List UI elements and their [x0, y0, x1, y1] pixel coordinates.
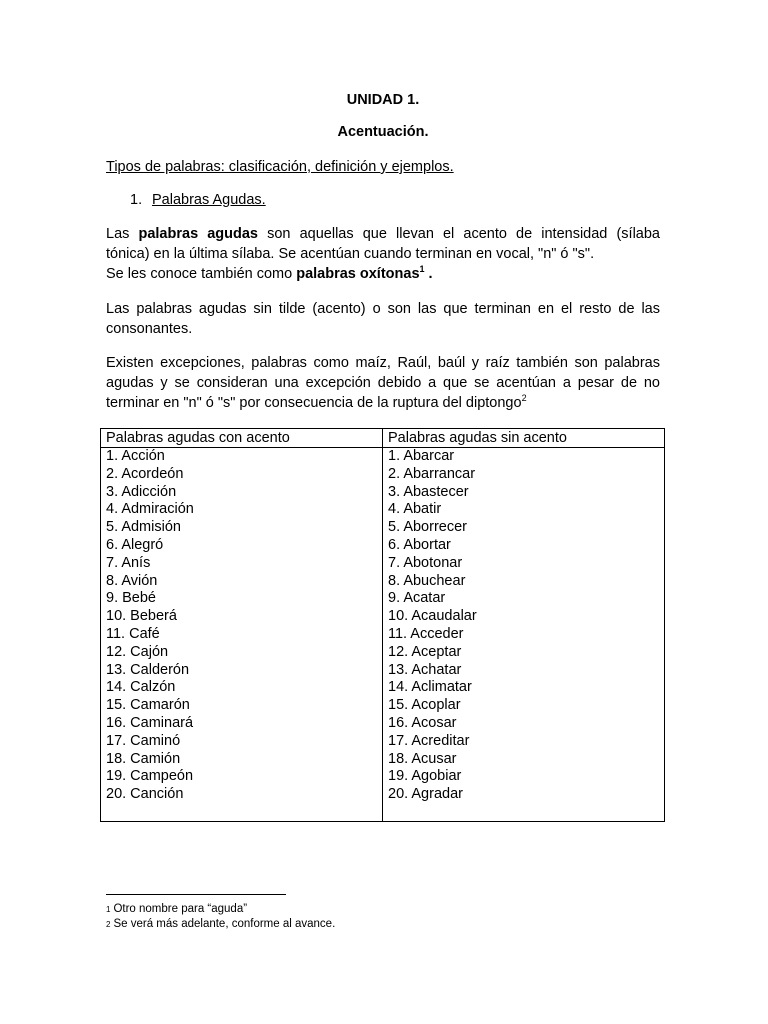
list-item: 11. Café	[106, 625, 160, 642]
topic-heading: Acentuación.	[337, 124, 429, 140]
paragraph-exceptions	[106, 353, 660, 413]
list-item: 10. Beberá	[106, 608, 177, 625]
footnote-text: Se verá más adelante, conforme al avance.	[113, 918, 336, 930]
column-header-with-accent: Palabras agudas con acento	[101, 429, 383, 448]
subtitle: Tipos de palabras: clasificación, definición y ejemplos.	[106, 159, 454, 175]
with-accent-cell	[101, 448, 383, 822]
list-item: 13. Achatar	[388, 661, 462, 678]
list-item: 16. Caminará	[106, 714, 194, 731]
section-number: 1.	[130, 192, 143, 208]
list-item: 4. Abatir	[388, 501, 442, 518]
unit-heading: UNIDAD 1.	[346, 92, 420, 108]
table-header-row	[101, 429, 665, 448]
paragraph-line: Las palabras agudas sin tilde (acento) o son las que terminan en el resto de las	[106, 301, 660, 317]
table-row	[101, 448, 665, 822]
list-item: 9. Bebé	[106, 590, 156, 607]
column-header-without-accent: Palabras agudas sin acento	[383, 429, 665, 448]
footnote-item	[106, 917, 335, 932]
list-item: 1. Acción	[106, 448, 165, 464]
paragraph-line: terminar en "n" ó "s" por consecuencia de la ruptura del diptongo$^2$	[106, 393, 527, 411]
list-item: 17. Acreditar	[388, 732, 470, 749]
list-item: 13. Calderón	[106, 661, 190, 678]
list-item: 1. Abarcar	[388, 448, 455, 464]
paragraph-definition	[106, 224, 660, 284]
list-item: 15. Camarón	[106, 697, 190, 714]
list-item: 12. Cajón	[106, 643, 169, 660]
list-item: 8. Avión	[106, 572, 158, 589]
with-accent-list	[106, 448, 382, 804]
list-item: 6. Abortar	[388, 536, 451, 553]
footnote-text: Otro nombre para “aguda”	[113, 903, 248, 915]
list-item: 10. Acaudalar	[388, 608, 477, 625]
list-item: 19. Campeón	[106, 768, 194, 785]
list-item: 6. Alegró	[106, 536, 164, 553]
paragraph-line: tónica) en la última sílaba. Se acentúan cuando terminan en vocal, "n" ó "s".	[106, 246, 595, 262]
footnote-mark: 2	[106, 920, 111, 929]
footnote-mark: 1	[106, 905, 111, 914]
list-item: 18. Camión	[106, 750, 181, 767]
list-item: 7. Abotonar	[388, 554, 463, 571]
list-item: 17. Caminó	[106, 732, 181, 749]
footnotes	[106, 902, 335, 932]
paragraph-line: Existen excepciones, palabras como maíz, Raúl, baúl y raíz también son palabras	[106, 355, 660, 371]
footnote-ref: 1	[419, 264, 425, 275]
list-item: 15. Acoplar	[388, 697, 461, 714]
list-item: 11. Acceder	[388, 625, 464, 642]
footnote-ref: 2	[521, 393, 527, 404]
list-item: 7. Anís	[106, 554, 151, 571]
list-item: 18. Acusar	[388, 750, 457, 767]
list-item: 4. Admiración	[106, 501, 194, 518]
without-accent-cell	[383, 448, 665, 822]
list-item: 2. Acordeón	[106, 465, 184, 482]
paragraph-line: Las palabras agudas son aquellas que llevan el acento de intensidad (sílaba	[106, 226, 660, 242]
list-item: 9. Acatar	[388, 590, 446, 607]
paragraph-line: agudas y se consideran una excepción debido a que se acentúan a pesar de no	[106, 375, 660, 391]
paragraph-line: consonantes.	[106, 321, 193, 337]
list-item: 20. Canción	[106, 786, 184, 803]
list-item: 14. Calzón	[106, 679, 176, 696]
list-item: 14. Aclimatar	[388, 679, 472, 696]
list-item: 3. Adicción	[106, 483, 177, 500]
words-table	[100, 428, 665, 822]
paragraph-line: Se les conoce también como palabras oxítonas$^1$ .	[106, 264, 433, 282]
list-item: 12. Aceptar	[388, 643, 462, 660]
list-item: 5. Admisión	[106, 519, 181, 536]
list-item: 8. Abuchear	[388, 572, 466, 589]
without-accent-list	[388, 448, 664, 804]
paragraph-no-tilde	[106, 299, 660, 339]
footnote-item	[106, 902, 335, 917]
list-item: 2. Abarrancar	[388, 465, 476, 482]
bold-term: palabras agudas	[138, 226, 258, 242]
list-item: 19. Agobiar	[388, 768, 462, 785]
footnote-divider	[106, 894, 286, 895]
list-item: 20. Agradar	[388, 786, 463, 803]
list-item: 3. Abastecer	[388, 483, 469, 500]
section-title: Palabras Agudas.	[152, 192, 266, 208]
list-item: 5. Aborrecer	[388, 519, 467, 536]
list-item: 16. Acosar	[388, 714, 457, 731]
bold-term: palabras oxítonas$^1$ .	[296, 264, 433, 282]
section-heading	[130, 192, 266, 208]
